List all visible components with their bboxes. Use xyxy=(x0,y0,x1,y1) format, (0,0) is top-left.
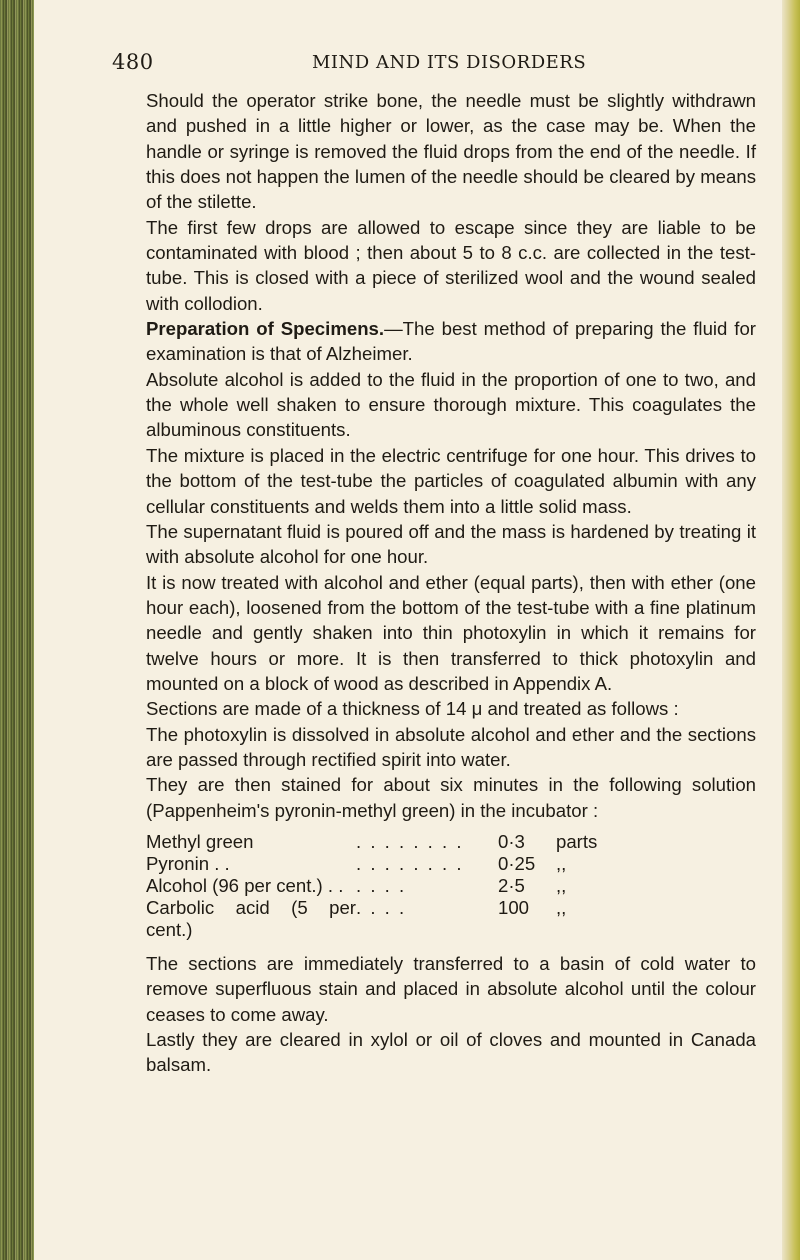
paragraph: Absolute alcohol is added to the fluid in the proportion of one to two, and the whole well shaken to ensure thorough mixture. This coagulates the albuminous constituents. xyxy=(146,368,756,441)
book-spine xyxy=(0,0,34,1260)
recipe-row xyxy=(146,897,636,941)
section-paragraph xyxy=(146,316,756,367)
recipe-unit: ,, xyxy=(556,852,567,874)
body-text xyxy=(146,88,756,1078)
leader-dots: . . . . xyxy=(356,896,407,918)
paragraph: The photoxylin is dissolved in absolute alcohol and ether and the sections are passed through rectified spirit into water. xyxy=(146,723,756,770)
running-title: MIND AND ITS DISORDERS xyxy=(312,52,587,73)
leader-dots: . . . . . . . . xyxy=(356,852,464,874)
recipe-ingredient: Alcohol (96 per cent.) . . xyxy=(146,874,344,896)
recipe-unit: ,, xyxy=(556,896,567,918)
recipe-quantity: 0·3 xyxy=(498,830,525,852)
paragraph: Lastly they are cleared in xylol or oil of cloves and mounted in Canada balsam. xyxy=(146,1029,756,1076)
paragraph: The mixture is placed in the electric centrifuge for one hour. This drives to the bottom of the test-tube the particles of coagulated albumin with any cellular constituents and welds them into a little solid mass. xyxy=(146,444,756,517)
paragraph: Should the operator strike bone, the needle must be slightly withdrawn and pushed in a little higher or lower, as the case may be. When the handle or syringe is removed the fluid drops from the end of the needle. If this does not happen the lumen of the needle should be cleared by means of the stilette. xyxy=(146,90,756,213)
recipe-ingredient: Pyronin . . xyxy=(146,852,230,874)
leader-dots: . . . . . . . . xyxy=(356,830,464,852)
recipe-ingredient: Carbolic acid (5 per cent.) xyxy=(146,896,356,940)
recipe-quantity: 100 xyxy=(498,896,530,918)
paragraph: The first few drops are allowed to escape since they are liable to be contaminated with blood ; then about 5 to 8 c.c. are collected in the test-tube. This is closed with a piece of sterilized wool and the wound sealed with collodion. xyxy=(146,216,756,314)
stain-recipe-table xyxy=(146,831,636,941)
recipe-row xyxy=(146,831,636,853)
section-heading: Preparation of Specimens. xyxy=(146,318,385,340)
paragraph: They are then stained for about six minutes in the following solution (Pappenheim's pyronin-methyl green) in the incubator : xyxy=(146,774,756,821)
paragraph: It is now treated with alcohol and ether (equal parts), then with ether (one hour each), loosened from the bottom of the test-tube with a fine platinum needle and gently shaken into thin photoxylin in which it remains for twelve hours or more. It is then transferred to thick photoxylin and mounted on a block of wood as described in Appendix A. xyxy=(146,571,756,694)
recipe-row xyxy=(146,853,636,875)
leader-dots: . . . . xyxy=(356,874,407,896)
recipe-quantity: 2·5 xyxy=(498,874,525,896)
recipe-quantity: 0·25 xyxy=(498,852,536,874)
recipe-row xyxy=(146,875,636,897)
recipe-ingredient: Methyl green xyxy=(146,830,254,852)
page-edge xyxy=(782,0,800,1260)
recipe-unit: ,, xyxy=(556,874,567,896)
section-intro: —The best method of preparing the fluid for examination is that of Alzheimer. xyxy=(146,318,756,365)
recipe-unit: parts xyxy=(556,830,598,852)
paragraph: The sections are immediately transferred to a basin of cold water to remove superfluous stain and placed in absolute alcohol until the colour ceases to come away. xyxy=(146,952,756,1025)
paragraph: The supernatant fluid is poured off and the mass is hardened by treating it with absolute alcohol for one hour. xyxy=(146,520,756,568)
page-number: 480 xyxy=(112,50,154,74)
paragraph: Sections are made of a thickness of 14 μ and treated as follows : xyxy=(146,698,679,720)
